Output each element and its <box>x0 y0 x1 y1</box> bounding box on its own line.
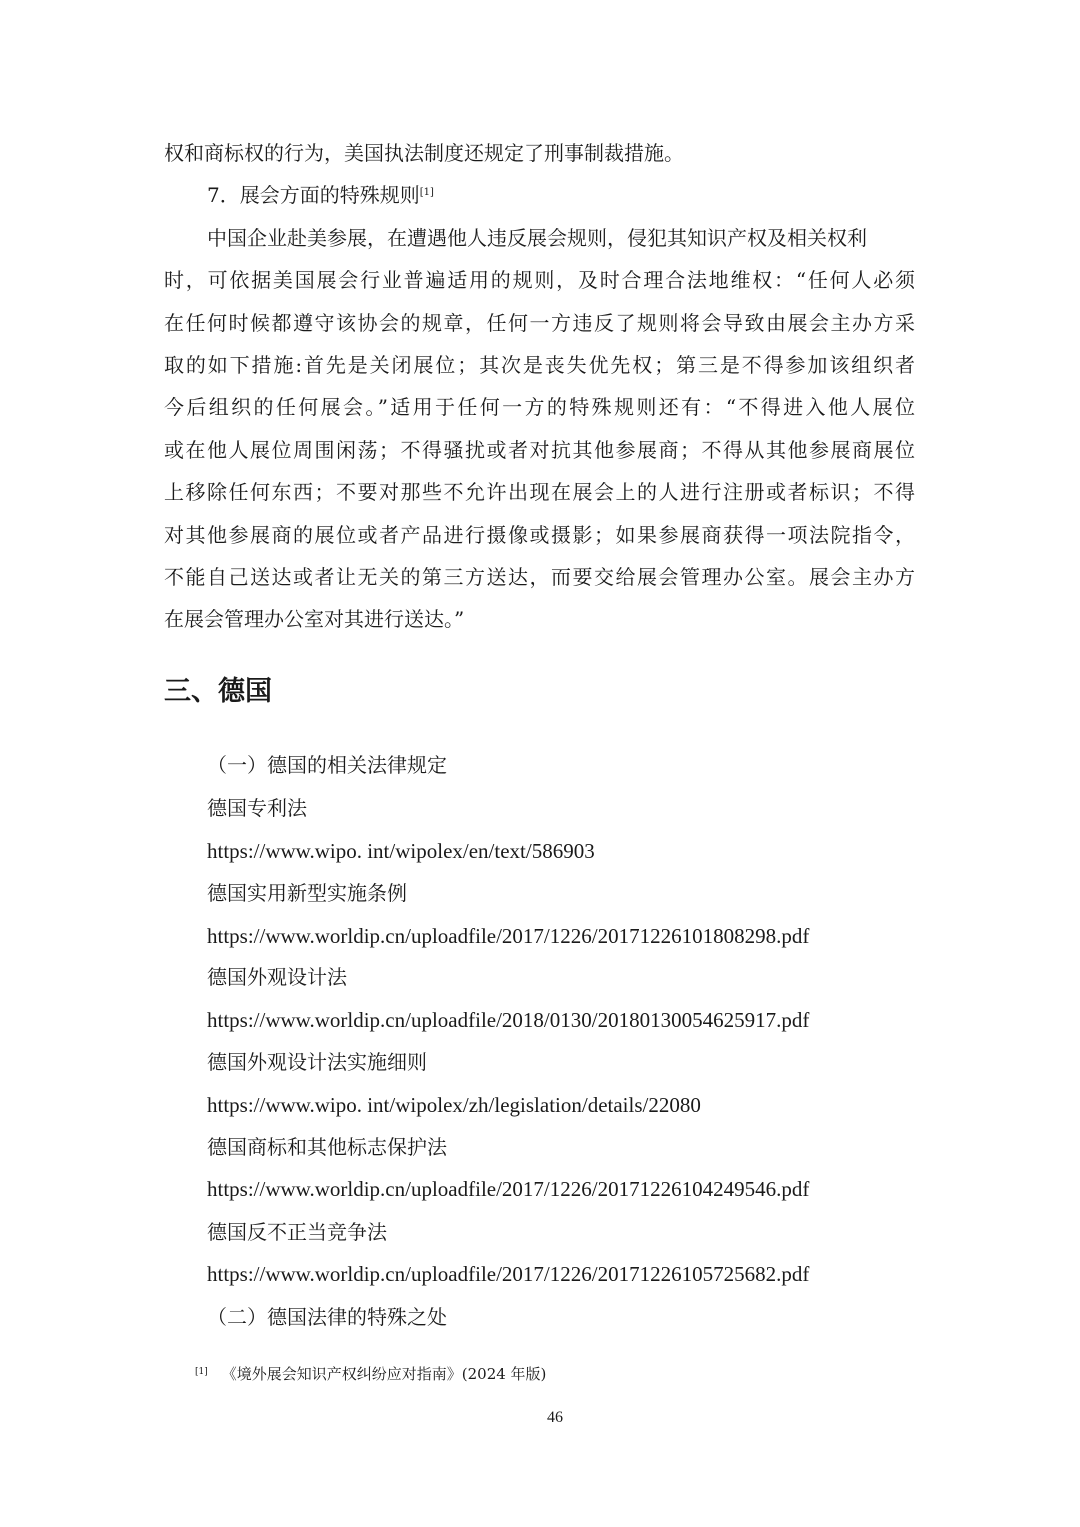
subsection-heading <box>207 181 434 209</box>
law-name: 德国反不正当竞争法 <box>207 1220 387 1244</box>
paragraph-line: 或在他人展位周围闲荡；不得骚扰或者对抗其他参展商；不得从其他参展商展位 <box>164 438 915 462</box>
law-link[interactable]: https://www.worldip.cn/uploadfile/2017/1226/20171226105725682.pdf <box>207 1262 810 1286</box>
paragraph-line: 中国企业赴美参展，在遭遇他人违反展会规则，侵犯其知识产权及相关权利 <box>207 226 867 250</box>
paragraph-line: 取的如下措施:首先是关闭展位；其次是丧失优先权；第三是不得参加该组织者 <box>164 353 915 377</box>
subheading: （二）德国法律的特殊之处 <box>207 1305 447 1329</box>
subheading: （一）德国的相关法律规定 <box>207 753 447 777</box>
law-name: 德国实用新型实施条例 <box>207 881 407 905</box>
page-number: 46 <box>547 1409 563 1426</box>
law-link[interactable]: https://www.worldip.cn/uploadfile/2017/1226/20171226101808298.pdf <box>207 924 810 948</box>
footnote <box>195 1363 546 1385</box>
section-title: 三、德国 <box>164 676 272 707</box>
law-name: 德国外观设计法实施细则 <box>207 1050 427 1074</box>
footnote-marker: [1] <box>195 1367 208 1377</box>
paragraph-line: 上移除任何东西；不要对那些不允许出现在展会上的人进行注册或者标识；不得 <box>164 480 915 504</box>
paragraph-line: 不能自己送达或者让无关的第三方送达，而要交给展会管理办公室。展会主办方 <box>164 565 915 589</box>
paragraph-line: 在任何时候都遵守该协会的规章，任何一方违反了规则将会导致由展会主办方采 <box>164 311 915 335</box>
law-link[interactable]: https://www.worldip.cn/uploadfile/2017/1226/20171226104249546.pdf <box>207 1177 810 1201</box>
paragraph-line: 今后组织的任何展会。”适用于任何一方的特殊规则还有：“不得进入他人展位 <box>164 395 915 419</box>
law-name: 德国外观设计法 <box>207 965 347 989</box>
paragraph-line: 对其他参展商的展位或者产品进行摄像或摄影；如果参展商获得一项法院指令， <box>164 523 915 547</box>
paragraph-line: 时，可依据美国展会行业普遍适用的规则，及时合理合法地维权：“任何人必须 <box>164 268 915 292</box>
text-line: 权和商标权的行为，美国执法制度还规定了刑事制裁措施。 <box>164 141 684 165</box>
law-link[interactable]: https://www.wipo. int/wipolex/en/text/586903 <box>207 839 595 863</box>
footnote-text: 《境外展会知识产权纠纷应对指南》(2024 年版) <box>221 1365 547 1383</box>
subsection-heading-text: 7．展会方面的特殊规则 <box>207 183 420 207</box>
law-name: 德国专利法 <box>207 796 307 820</box>
footnote-ref: [1] <box>419 187 434 198</box>
paragraph-line: 在展会管理办公室对其进行送达。” <box>164 607 465 631</box>
law-name: 德国商标和其他标志保护法 <box>207 1135 447 1159</box>
law-link[interactable]: https://www.worldip.cn/uploadfile/2018/0130/20180130054625917.pdf <box>207 1008 810 1032</box>
law-link[interactable]: https://www.wipo. int/wipolex/zh/legislation/details/22080 <box>207 1093 701 1117</box>
